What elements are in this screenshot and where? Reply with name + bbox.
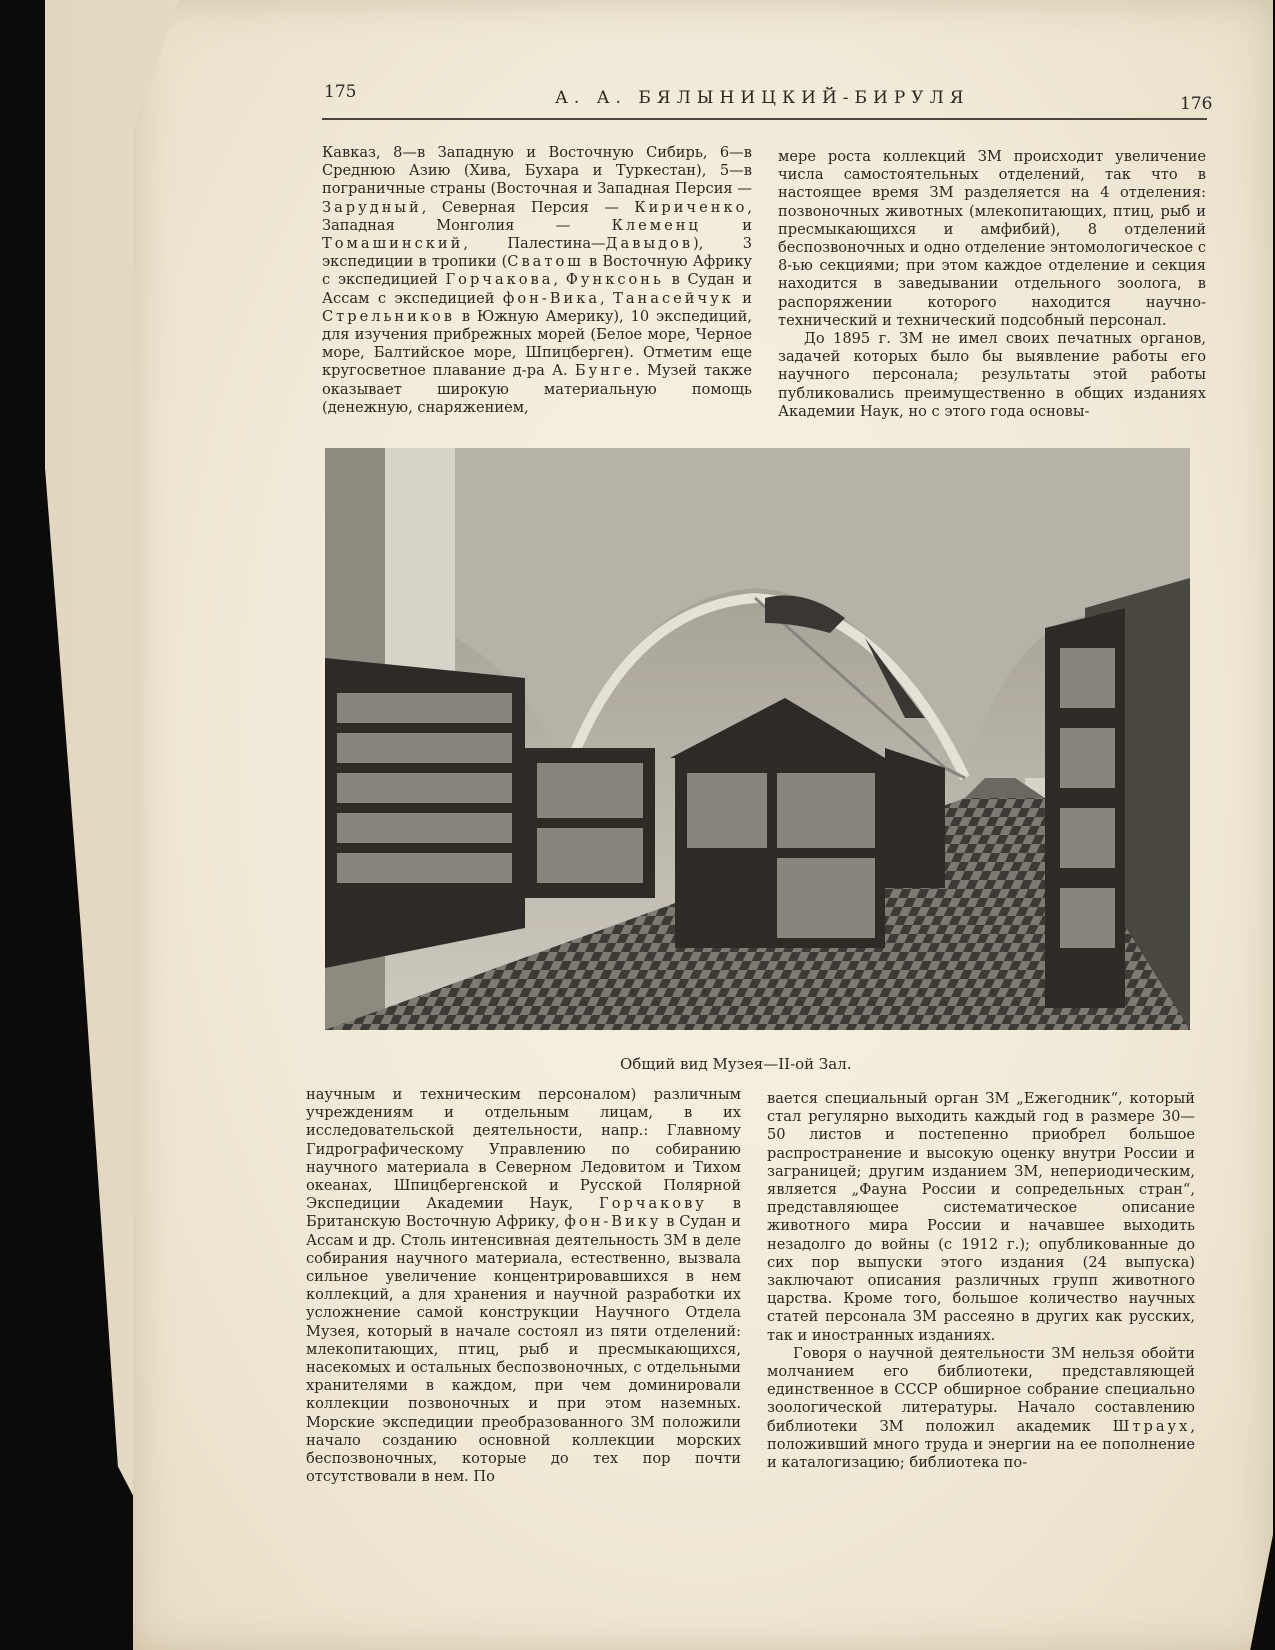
name-spaced: Стрельников: [322, 307, 456, 325]
column-top-right: [778, 148, 1206, 421]
paragraph: Говоря о научной деятельности ЗМ нельзя обойти молчанием его библиотеки, представляющей единственное в СССР обширное собрание специально зоологической литературы. Начало составлению библиотеки ЗМ положил академик Штраух, положивший много труда и энергии на ее пополнение и каталогизацию; библиотека по-: [767, 1344, 1195, 1472]
name-spaced: Зарудный: [322, 198, 422, 216]
paragraph: вается специальный орган ЗМ „Ежегодник“, который стал регулярно выходить каждый год в размере 30—50 листов и постепенно приобрел большое распространение и высокую оценку внутри России и заграницей; другим изданием ЗМ, непериодическим, является „Фауна России и сопредельных стран“, представляющее систематическое описание животного мира России и начавшее выходить незадолго до войны (с 1912 г.); опубликованные до сих пор выпуски этого издания (24 выпуска) заключают описания различных групп животного царства. Кроме того, большое количество научных статей персонала ЗМ рассеяно в других как русских, так и иностранных изданиях.: [767, 1090, 1195, 1344]
paragraph: Кавказ, 8—в Западную и Восточную Сибирь, 6—в Среднюю Азию (Хива, Бухара и Туркестан), 5—в пограничные страны (Восточная и Западная Персия — Зарудный, Северная Персия — Кириченко, Западная Монголия — Клеменц и Томашинский, Палестина—Давыдов), 3 экспедиции в тропики (Сватош в Восточную Африку с экспедицией Горчакова, Функсонь в Судан и Ассам с экспедицией фон-Вика, Танасейчук и Стрельников в Южную Америку), 10 экспедиций, для изучения прибрежных морей (Белое море, Черное море, Балтийское море, Шпицберген). Отметим еще кругосветное плавание д-ра А. Бунге. Музей также оказывает широкую материальную помощь (денежную, снаряжением,: [322, 144, 753, 416]
name-spaced: фон-Вика: [502, 289, 601, 307]
column-bottom-right: [767, 1090, 1195, 1472]
column-top-left: [322, 144, 752, 417]
name-spaced: Клеменц: [611, 216, 701, 234]
name-spaced: Кириченко: [634, 198, 748, 216]
museum-hall-photo: [325, 448, 1190, 1030]
page-number-left: 175: [324, 82, 357, 102]
paragraph: мере роста коллекций ЗМ происходит увеличение числа самостоятельных отделений, так что в настоящее время ЗМ разделяется на 4 отделения: позвоночных животных (млекопитающих, птиц, рыб и пресмыкающихся и амфибий), 8 отделений беспозвоночных и одно отделение энтомологическое с 8-ью секциями; при этом каждое отделение и секция находится в заведывании отдельного зоолога, в распоряжении которого находится научно-технический и технический подсобный персонал.: [778, 148, 1206, 329]
name-spaced: Давыдов: [605, 235, 694, 253]
name-spaced: Томашинский: [322, 235, 464, 253]
photo-caption: Общий вид Музея—II-ой Зал.: [620, 1055, 852, 1073]
paragraph: научным и техническим персоналом) различным учреждениям и отдельным лицам, в их исследовательской деятельности, напр.: Главному Гидрографическому Управлению по собиранию научного материала в Северном Ледовитом и Тихом океанах, Шпицбергенской и Русской Полярной Экспедиции Академии Наук, Горчакову в Британскую Восточную Африку, фон-Вику в Судан и Ассам и др. Столь интенсивная деятельность ЗМ в деле собирания научного материала, естественно, вызвала сильное увеличение концентрировавшихся в нем коллекций, а для хранения и научной разработки их усложнение самой конструкции Научного Отдела Музея, который в начале состоял из пяти отделений: млекопитающих, птиц, рыб и пресмыкающихся, насекомых и остальных беспозвоночных, с отдельными хранителями в каждом, при чем доминировали коллекции позвоночных и при этом наземных. Морские экспедиции преобразованного ЗМ положили начало созданию основной коллекции морских беспозвоночных, которые до тех пор почти отсутствовали в нем. По: [306, 1086, 741, 1486]
name-spaced: Горчакова: [445, 271, 554, 289]
name-spaced: Бунге: [574, 362, 636, 380]
name-spaced: Горчакову: [599, 1195, 707, 1213]
paragraph: До 1895 г. ЗМ не имел своих печатных органов, задачей которых было бы выявление работы его научного персонала; результаты этой работы публиковались преимущественно в общих изданиях Академии Наук, но с этого года основы-: [778, 330, 1206, 420]
name-spaced: Сватош: [507, 253, 584, 271]
running-header: А. А. БЯЛЫНИЦКИЙ-БИРУЛЯ: [555, 88, 970, 108]
name-spaced: фон-Вику: [564, 1213, 662, 1231]
header-rule: [322, 118, 1207, 120]
museum-hall-illustration: [325, 448, 1190, 1030]
name-spaced: Танасейчук: [613, 289, 734, 307]
page-number-right: 176: [1180, 94, 1213, 114]
name-spaced: Штраух: [1112, 1417, 1191, 1435]
column-bottom-left: [306, 1086, 741, 1486]
name-spaced: Функсонь: [565, 271, 664, 289]
